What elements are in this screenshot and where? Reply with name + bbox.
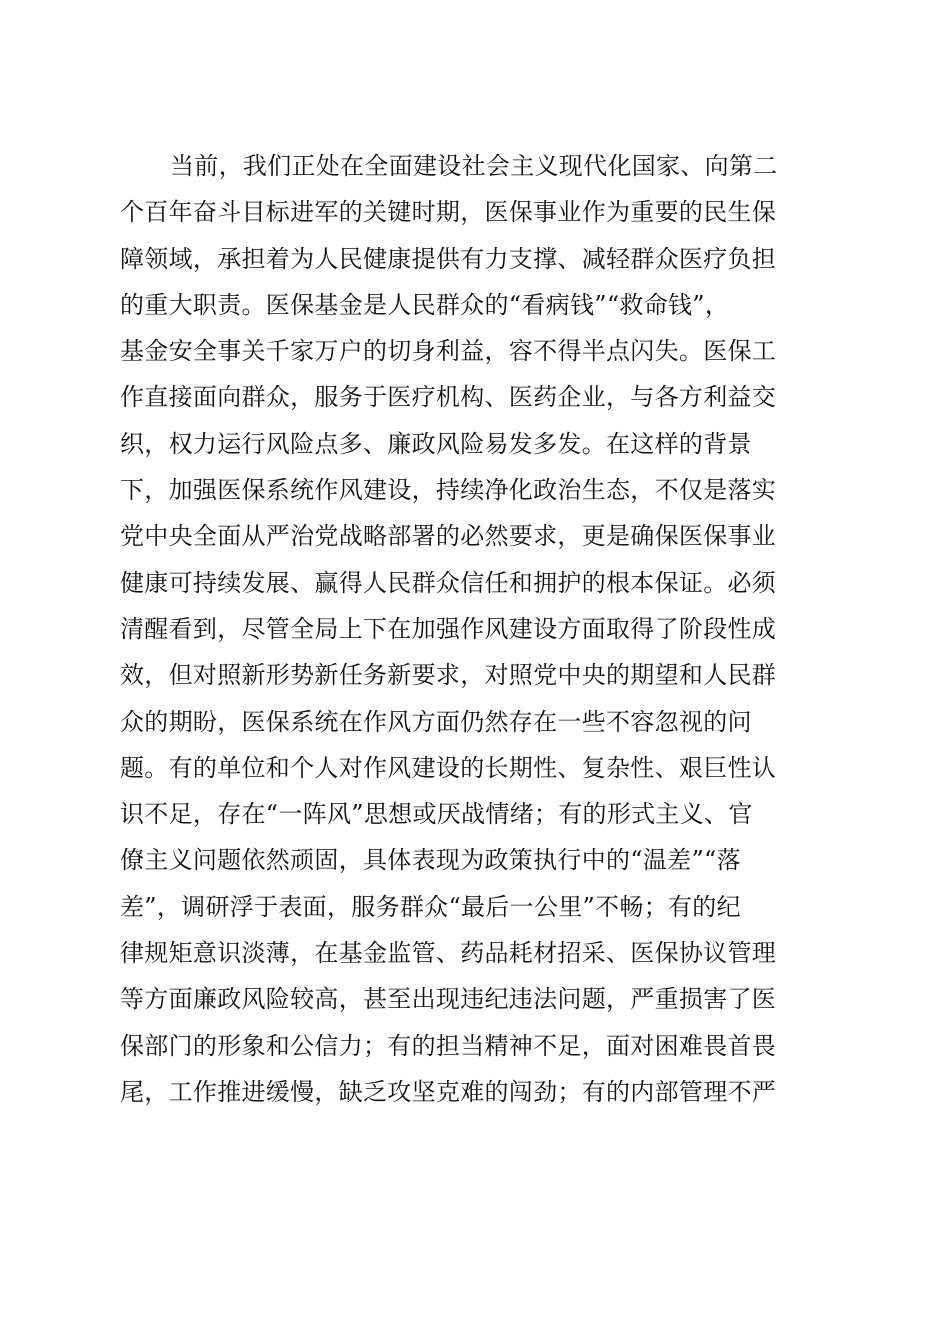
text-line: 效，但对照新形势新任务新要求，对照党中央的期望和人民群 — [120, 661, 777, 690]
text-line: 识不足，存在“一阵风”思想或厌战情绪；有的形式主义、官 — [120, 800, 753, 829]
text-line: 织，权力运行风险点多、廉政风险易发多发。在这样的背景 — [120, 429, 752, 458]
text-line: 保部门的形象和公信力；有的担当精神不足，面对困难畏首畏 — [120, 1031, 777, 1060]
text-line: 清醒看到，尽管全局上下在加强作风建设方面取得了阶段性成 — [120, 614, 777, 643]
text-line: 律规矩意识淡薄，在基金监管、药品耗材招采、医保协议管理 — [120, 939, 777, 968]
text-line: 个百年奋斗目标进军的关键时期，医保事业作为重要的民生保 — [120, 198, 777, 227]
text-line: 的重大职责。医保基金是人民群众的“看病钱”“救命钱”， — [120, 290, 730, 319]
text-line: 作直接面向群众，服务于医疗机构、医药企业，与各方利益交 — [120, 383, 777, 412]
text-line: 僚主义问题依然顽固，具体表现为政策执行中的“温差”“落 — [120, 846, 741, 875]
text-line: 障领域，承担着为人民健康提供有力支撑、减轻群众医疗负担 — [120, 244, 777, 273]
text-line: 等方面廉政风险较高，甚至出现违纪违法问题，严重损害了医 — [120, 985, 777, 1014]
text-line: 健康可持续发展、赢得人民群众信任和拥护的根本保证。必须 — [120, 568, 777, 597]
text-line: 尾，工作推进缓慢，缺乏攻坚克难的闯劲；有的内部管理不严 — [120, 1077, 777, 1106]
body-paragraph — [120, 143, 820, 1115]
text-line: 基金安全事关千家万户的切身利益，容不得半点闪失。医保工 — [120, 337, 777, 366]
text-line: 下，加强医保系统作风建设，持续净化政治生态，不仅是落实 — [120, 476, 777, 505]
text-line: 众的期盼，医保系统在作风方面仍然存在一些不容忽视的问 — [120, 707, 752, 736]
text-line: 党中央全面从严治党战略部署的必然要求，更是确保医保事业 — [120, 522, 777, 551]
text-line: 差”，调研浮于表面，服务群众“最后一公里”不畅；有的纪 — [120, 892, 741, 921]
text-line: 当前，我们正处在全面建设社会主义现代化国家、向第二 — [170, 152, 778, 180]
text-line: 题。有的单位和个人对作风建设的长期性、复杂性、艰巨性认 — [120, 753, 777, 782]
